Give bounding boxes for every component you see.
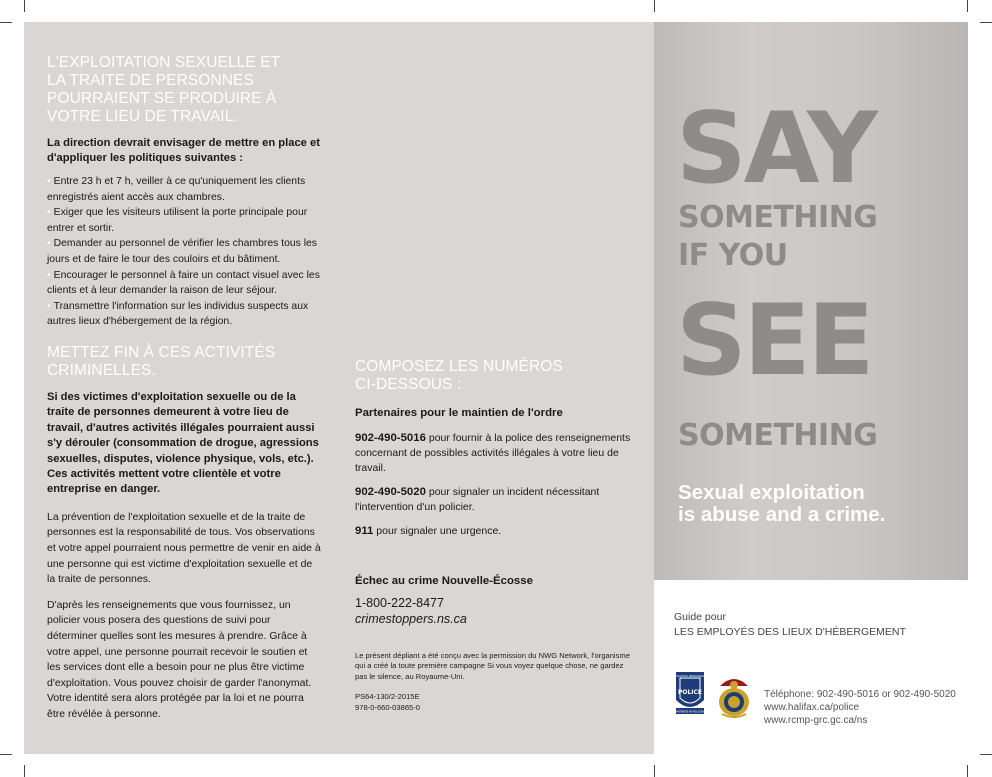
phone-number: 902-490-5020 — [355, 486, 426, 498]
cover-hero — [654, 22, 968, 580]
contact-url[interactable]: www.rcmp-grc.gc.ca/ns — [764, 715, 868, 726]
list-item — [47, 268, 323, 299]
guide-label: Guide pour — [674, 611, 726, 623]
tagline-line: is abuse and a crime. — [678, 503, 886, 526]
trim-mark — [0, 754, 12, 755]
heading-line: VOTRE LIEU DE TRAVAIL. — [47, 108, 238, 125]
rcmp-crest-icon — [712, 672, 756, 718]
tagline-line: Sexual exploitation — [678, 481, 865, 504]
bullet-icon: • — [47, 300, 51, 312]
contact-phone: Téléphone: 902-490-5016 or 902-490-5020 — [764, 689, 956, 700]
crimestoppers-phone: 1-800-222-8477 — [355, 596, 444, 610]
cover-panel — [654, 22, 968, 754]
heading-line: METTEZ FIN À CES ACTIVITÉS — [47, 343, 276, 361]
heading-stop-criminal-activity — [47, 344, 323, 380]
trim-mark — [967, 0, 968, 12]
anonymity-paragraph: D'après les renseignements que vous fournissez, un policier vous posera des questions de suivi pour déterminer quelles sont les mesures à prendre. Grâce à votre appel, une personne pourrait recevoir le soutien et les services dont elle a besoin pour ne plus être victime d'exploitation. Vous pouvez choisir de garder l'anonymat. Votre identité sera alors protégée par la loi et ne pourra être révélée à personne. — [47, 598, 312, 720]
heading-line: POURRAIENT SE PRODUIRE À — [47, 90, 277, 107]
criminal-activity-warning: Si des victimes d'exploitation sexuelle ou de la traite de personnes demeurent à votre lieu de travail, d'autres activités illégales pourraient aussi s'y dérouler (consommation de drogue, agressions sexuelles, disputes, violence physique, vols, etc.). Ces activités mettent votre clientèle et votre entreprise en danger. — [47, 390, 319, 496]
list-item-text: Entre 23 h et 7 h, veiller à ce qu'uniquement les clients enregistrés aient accès aux chambres. — [47, 176, 306, 203]
heading-line: COMPOSEZ LES NUMÉROS — [355, 358, 563, 375]
phone-entry — [355, 485, 635, 515]
trim-mark — [980, 754, 992, 755]
list-item — [47, 236, 323, 267]
trim-mark — [0, 22, 12, 23]
logo-top-text: HALIFAX REGIONAL — [675, 674, 705, 678]
heading-line: LA TRAITE DE PERSONNES — [47, 72, 254, 89]
halifax-police-logo — [674, 670, 706, 716]
trim-mark — [967, 765, 968, 777]
logo-bottom-text: PARTNERS IN POLICING — [674, 710, 706, 714]
heading-line: CRIMINELLES. — [47, 361, 156, 379]
phone-description: pour fournir à la police des renseignements concernant de possibles activités illégales à votre lieu de travail. — [355, 432, 631, 474]
left-column — [47, 54, 323, 733]
phone-description: pour signaler un incident nécessitant l'intervention d'un policier. — [355, 486, 600, 513]
policies-intro: La direction devrait envisager de mettre en place et d'appliquer les politiques suivantes : — [47, 137, 320, 164]
list-item — [47, 174, 323, 205]
heading-call-numbers — [355, 358, 635, 394]
bullet-icon: • — [47, 269, 51, 281]
contact-url[interactable]: www.halifax.ca/police — [764, 702, 860, 713]
guide-title: LES EMPLOYÉS DES LIEUX D'HÉBERGEMENT — [674, 626, 906, 638]
phone-number: 911 — [355, 525, 374, 537]
isbn-number: 978-0-660-03865-0 — [355, 702, 421, 712]
hero-see: SEE — [676, 284, 872, 398]
trim-mark — [24, 765, 25, 777]
bullet-icon: • — [47, 176, 51, 187]
middle-column — [355, 358, 635, 713]
fold-mark — [654, 0, 655, 12]
bullet-icon: • — [47, 238, 51, 250]
logo-police-word: POLICE — [677, 689, 703, 696]
hero-something: SOMETHING — [678, 200, 878, 235]
list-item-text: Demander au personnel de vérifier les chambres tous les jours et de faire le tour des couloirs et du bâtiment. — [47, 238, 318, 265]
list-item-text: Transmettre l'information sur les individus suspects aux autres lieux d'hébergement de la région. — [47, 300, 309, 328]
trim-mark — [980, 22, 992, 23]
crimestoppers-url: crimestoppers.ns.ca — [355, 612, 467, 626]
prevention-paragraph: La prévention de l'exploitation sexuelle et de la traite de personnes est la responsabilité de tous. Vos observations et votre appel pourraient nous permettre de venir en aide à une personne qui est victime d'exploitation sexuelle et de la traite de personnes. — [47, 510, 321, 586]
permission-note: Le présent dépliant a été conçu avec la permission du NWG Network, l'organisme qui a créé la toute première campagne Si vous voyez quelque chose, ne gardez pas le silence, au Royaume-Uni. — [355, 651, 630, 681]
partners-title: Partenaires pour le maintien de l'ordre — [355, 407, 563, 419]
phone-description: pour signaler une urgence. — [373, 525, 502, 537]
phone-entry — [355, 524, 635, 539]
hero-say: SAY — [676, 92, 876, 206]
fold-mark — [654, 765, 655, 777]
trim-mark — [24, 0, 25, 12]
hero-if-you: IF YOU — [678, 238, 788, 273]
heading-line: L'EXPLOITATION SEXUELLE ET — [47, 54, 281, 71]
contact-info — [764, 688, 956, 727]
cover-tagline — [678, 482, 958, 526]
catalogue-number: PS64-130/2-2015E — [355, 692, 420, 702]
list-item-text: Exiger que les visiteurs utilisent la porte principale pour entrer et sortir. — [47, 207, 308, 234]
policy-list — [47, 174, 323, 330]
list-item-text: Encourager le personnel à faire un contact visuel avec les clients et à leur demander la raison de leur séjour. — [47, 269, 320, 297]
inside-panel — [24, 22, 654, 754]
phone-entry — [355, 431, 635, 476]
crimestoppers-title: Échec au crime Nouvelle-Écosse — [355, 575, 533, 587]
hero-something-2: SOMETHING — [678, 418, 878, 453]
list-item — [47, 205, 323, 236]
audience-guide — [674, 610, 906, 640]
list-item — [47, 299, 323, 330]
phone-number: 902-490-5016 — [355, 432, 426, 444]
heading-line: CI-DESSOUS : — [355, 376, 462, 393]
bullet-icon: • — [47, 207, 51, 219]
heading-workplace-exploitation — [47, 54, 323, 126]
